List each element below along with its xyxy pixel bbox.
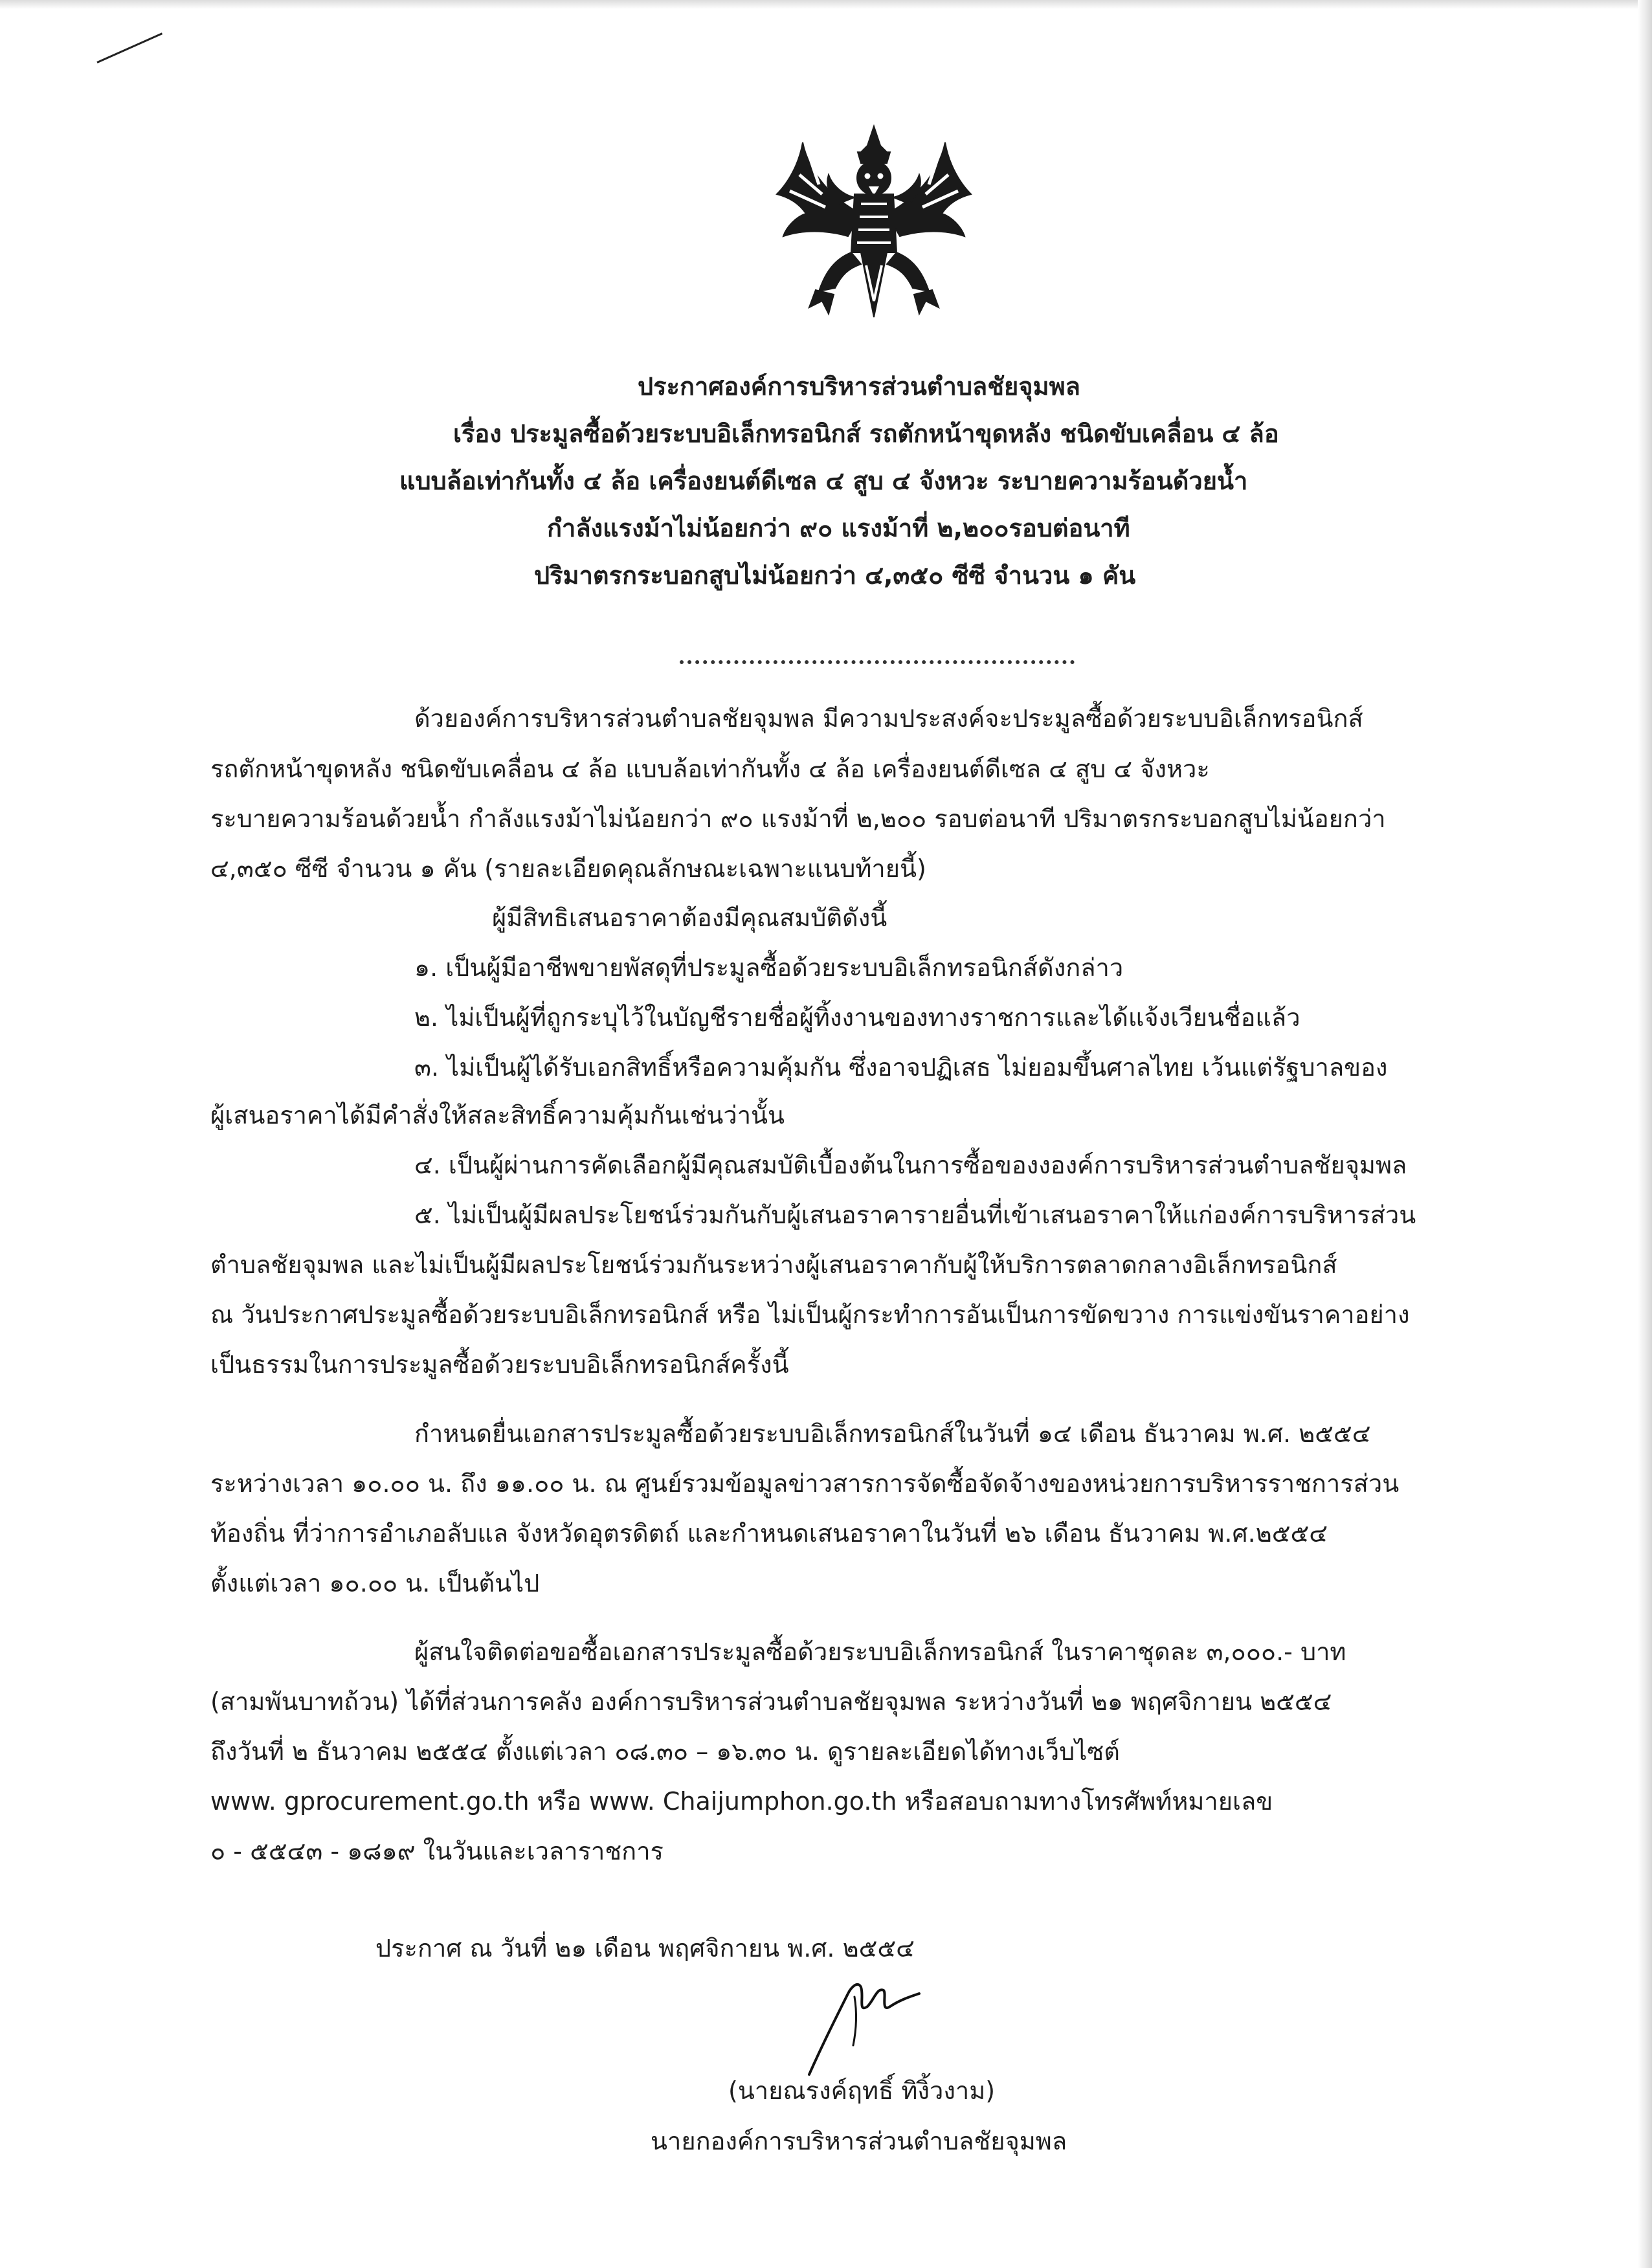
contact-websites: www. gprocurement.go.th หรือ www. Chaijumphon.go.th หรือสอบถามทางโทรศัพท์หมายเลข (210, 1787, 1273, 1816)
garuda-emblem-icon (764, 123, 984, 337)
schedule-line-1: กำหนดยื่นเอกสารประมูลซื้อด้วยระบบอิเล็กทรอนิกส์ในวันที่ ๑๔ เดือน ธันวาคม พ.ศ. ๒๕๕๔ (414, 1419, 1371, 1448)
scan-top-edge (0, 0, 1652, 9)
schedule-line-2: ระหว่างเวลา ๑๐.๐๐ น. ถึง ๑๑.๐๐ น. ณ ศูนย์รวมข้อมูลข่าวสารการจัดซื้อจัดจ้างของหน่วยการบริหารราชการส่วน (210, 1469, 1400, 1498)
subject-line-3: กำลังแรงม้าไม่น้อยกว่า ๙๐ แรงม้าที่ ๒,๒๐๐รอบต่อนาที (547, 514, 1130, 542)
intro-line-3: ระบายความร้อนด้วยน้ำ กำลังแรงม้าไม่น้อยกว่า ๙๐ แรงม้าที่ ๒,๒๐๐ รอบต่อนาที ปริมาตรกระบอกสูบไม่น้อยกว่า (210, 805, 1386, 833)
qualification-4: ๔. เป็นผู้ผ่านการคัดเลือกผู้มีคุณสมบัติเบื้องต้นในการซื้อของงองค์การบริหารส่วนตำบลชัยจุมพล (414, 1151, 1407, 1179)
subject-line-2: แบบล้อเท่ากันทั้ง ๔ ล้อ เครื่องยนต์ดีเซล ๔ สูบ ๔ จังหวะ ระบายความร้อนด้วยน้ำ (399, 467, 1248, 495)
announce-date: ประกาศ ณ วันที่ ๒๑ เดือน พฤศจิกายน พ.ศ. ๒๕๕๔ (375, 1934, 915, 1962)
contact-line-2: (สามพันบาทถ้วน) ได้ที่ส่วนการคลัง องค์การบริหารส่วนตำบลชัยจุมพล ระหว่างวันที่ ๒๑ พฤศจิกายน ๒๕๕๔ (210, 1687, 1332, 1716)
schedule-line-3: ท้องถิ่น ที่ว่าการอำเภอลับแล จังหวัดอุตรดิตถ์ และกำหนดเสนอราคาในวันที่ ๒๖ เดือน ธันวาคม พ.ศ.๒๕๕๔ (210, 1519, 1328, 1548)
signatory-name: (นายณรงค์ฤทธิ์ ทิงิ้วงาม) (728, 2076, 996, 2105)
handwritten-signature (796, 1968, 952, 2078)
title-separator (680, 660, 1075, 664)
pen-mark (96, 32, 162, 63)
qualification-5-cont-2: ณ วันประกาศประมูลซื้อด้วยระบบอิเล็กทรอนิกส์ หรือ ไม่เป็นผู้กระทำการอันเป็นการขัดขวาง การแข่งขันราคาอย่าง (210, 1300, 1410, 1329)
subject-line-1: เรื่อง ประมูลซื้อด้วยระบบอิเล็กทรอนิกส์ รถตักหน้าขุดหลัง ชนิดขับเคลื่อน ๔ ล้อ (453, 419, 1279, 448)
qualification-2: ๒. ไม่เป็นผู้ที่ถูกระบุไว้ในบัญชีรายชื่อผู้ทิ้งงานของทางราชการและได้แจ้งเวียนชื่อแล้ว (414, 1003, 1300, 1032)
qualification-5-cont-1: ตำบลชัยจุมพล และไม่เป็นผู้มีผลประโยชน์ร่วมกันระหว่างผู้เสนอราคากับผู้ให้บริการตลาดกลางอิเล็กทรอนิกส์ (210, 1251, 1337, 1279)
qualification-1: ๑. เป็นผู้มีอาชีพขายพัสดุที่ประมูลซื้อด้วยระบบอิเล็กทรอนิกส์ดังกล่าว (414, 953, 1124, 982)
contact-line-1: ผู้สนใจติดต่อขอซื้อเอกสารประมูลซื้อด้วยระบบอิเล็กทรอนิกส์ ในราคาชุดละ ๓,๐๐๐.- บาท (414, 1638, 1346, 1666)
announcement-heading: ประกาศองค์การบริหารส่วนตำบลชัยจุมพล (638, 372, 1080, 401)
qualification-5: ๕. ไม่เป็นผู้มีผลประโยชน์ร่วมกันกับผู้เสนอราคารายอื่นที่เข้าเสนอราคาให้แก่องค์การบริหารส่วน (414, 1201, 1416, 1229)
qualifications-heading: ผู้มีสิทธิเสนอราคาต้องมีคุณสมบัติดังนี้ (492, 904, 887, 932)
intro-line-4: ๔,๓๕๐ ซีซี จำนวน ๑ คัน (รายละเอียดคุณลักษณะเฉพาะแนบท้ายนี้) (210, 854, 926, 883)
contact-phone: ๐ - ๕๕๔๓ - ๑๘๑๙ ในวันและเวลาราชการ (210, 1837, 664, 1865)
contact-line-3: ถึงวันที่ ๒ ธันวาคม ๒๕๕๔ ตั้งแต่เวลา ๐๘.๓๐ – ๑๖.๓๐ น. ดูรายละเอียดได้ทางเว็บไซต์ (210, 1737, 1120, 1766)
scan-right-edge (1638, 0, 1652, 2268)
qualification-3-cont: ผู้เสนอราคาได้มีคำสั่งให้สละสิทธิ์ความคุ้มกันเช่นว่านั้น (210, 1101, 785, 1129)
schedule-line-4: ตั้งแต่เวลา ๑๐.๐๐ น. เป็นต้นไป (210, 1569, 540, 1597)
signatory-position: นายกองค์การบริหารส่วนตำบลชัยจุมพล (651, 2127, 1067, 2155)
qualification-5-cont-3: เป็นธรรมในการประมูลซื้อด้วยระบบอิเล็กทรอนิกส์ครั้งนี้ (210, 1350, 789, 1379)
intro-line-1: ด้วยองค์การบริหารส่วนตำบลชัยจุมพล มีความประสงค์จะประมูลซื้อด้วยระบบอิเล็กทรอนิกส์ (414, 704, 1363, 733)
subject-line-4: ปริมาตรกระบอกสูบไม่น้อยกว่า ๔,๓๕๐ ซีซี จำนวน ๑ คัน (534, 561, 1136, 590)
intro-line-2: รถตักหน้าขุดหลัง ชนิดขับเคลื่อน ๔ ล้อ แบบล้อเท่ากันทั้ง ๔ ล้อ เครื่องยนต์ดีเซล ๔ สูบ ๔ จังหวะ (210, 755, 1210, 783)
qualification-3: ๓. ไม่เป็นผู้ได้รับเอกสิทธิ์หรือความคุ้มกัน ซึ่งอาจปฏิเสธ ไม่ยอมขึ้นศาลไทย เว้นแต่รัฐบาลของ (414, 1053, 1388, 1082)
